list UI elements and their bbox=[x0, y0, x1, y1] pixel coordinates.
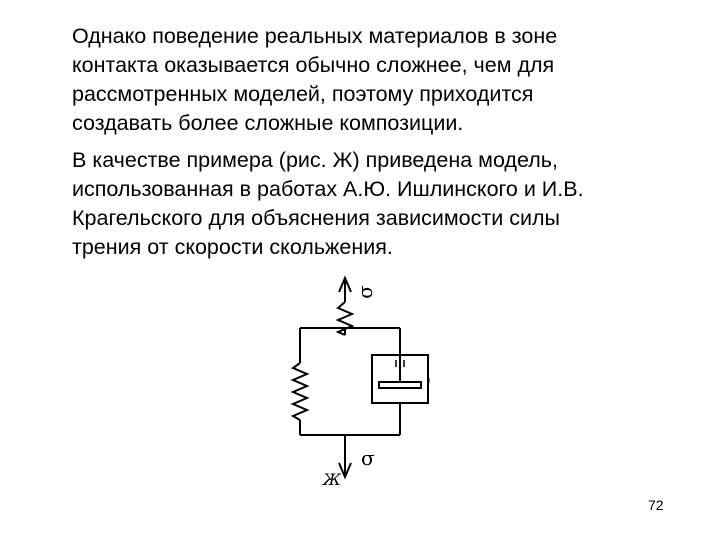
text-line: контакта оказывается обычно сложнее, чем для bbox=[72, 53, 555, 77]
slide-text bbox=[72, 22, 672, 262]
text-line: рассмотренных моделей, поэтому приходится bbox=[72, 82, 534, 106]
mechanical-model-figure bbox=[280, 270, 450, 495]
sigma-bottom-label: σ bbox=[361, 446, 375, 470]
paragraph-1 bbox=[72, 22, 672, 138]
text-line: трения от скорости скольжения. bbox=[72, 235, 393, 259]
text-line: Однако поведение реальных материалов в зоне bbox=[72, 24, 558, 48]
text-line: В качестве примера (рис. Ж) приведена модель, bbox=[72, 148, 558, 172]
damper-piston bbox=[379, 382, 421, 388]
left-spring bbox=[293, 363, 307, 420]
paragraph-2 bbox=[72, 146, 672, 262]
page-number: 72 bbox=[648, 497, 664, 513]
text-line: создавать более сложные композиции. bbox=[72, 111, 464, 135]
text-line: Крагельского для объяснения зависимости силы bbox=[72, 206, 560, 230]
figure-caption: Ж bbox=[323, 470, 341, 489]
text-line: использованная в работах А.Ю. Ишлинского и И.В. bbox=[72, 177, 584, 201]
sigma-top-label: σ bbox=[352, 285, 377, 299]
